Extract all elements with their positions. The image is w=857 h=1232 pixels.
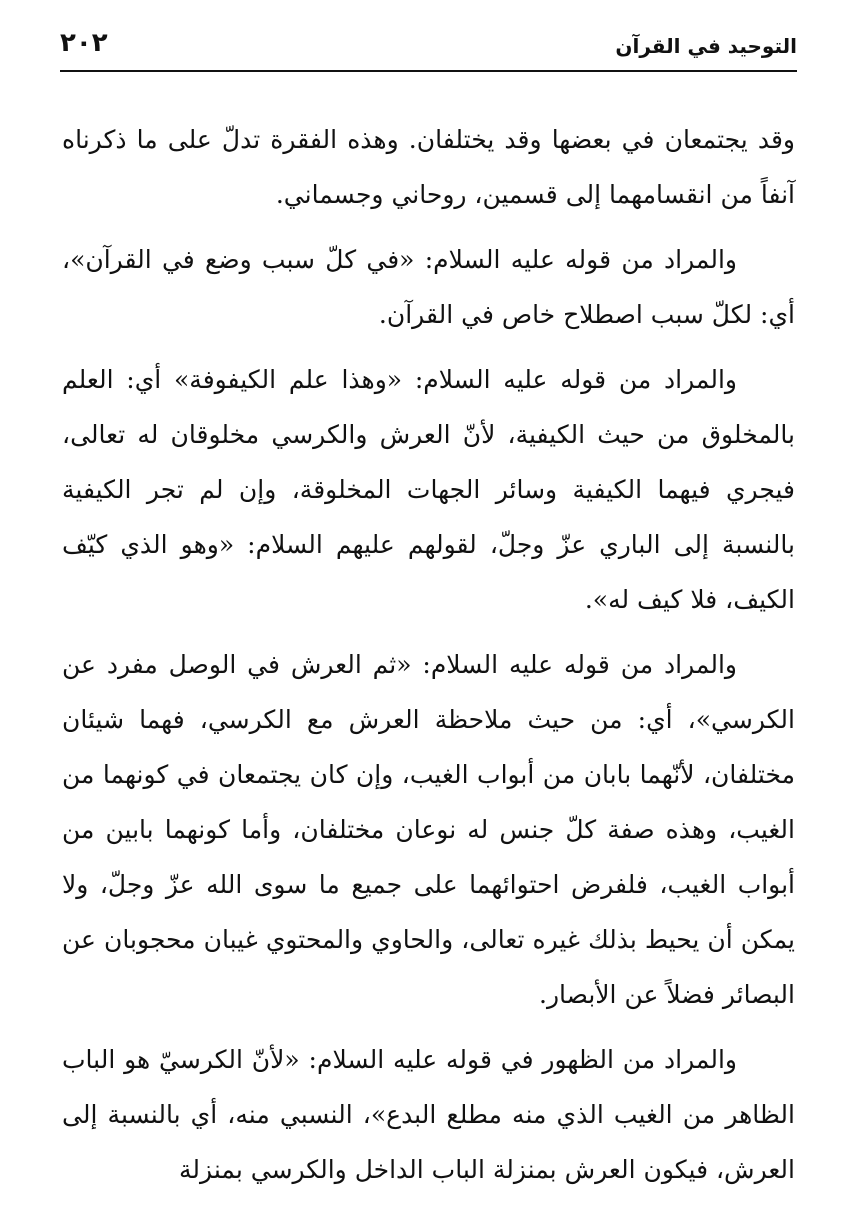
paragraph: والمراد من الظهور في قوله عليه السلام: «لأنّ الكرسيّ هو الباب الظاهر من الغيب الذي منه مطلع البدع»، النسبي منه، أي بالنسبة إلى العرش، فيكون العرش بمنزلة الباب الداخل والكرسي بمنزلة [62, 1045, 795, 1184]
paragraph: والمراد من قوله عليه السلام: «ثم العرش في الوصل مفرد عن الكرسي»، أي: من حيث ملاحظة العرش مع الكرسي، فهما شيئان مختلفان، لأنّهما بابان من أبواب الغيب، وإن كان يجتمعان في كونهما من الغيب، وهذه صفة كلّ جنس له نوعان مختلفان، وأما كونهما بابين من أبواب الغيب، فلفرض احتوائهما على جميع ما سوى الله عزّ وجلّ، ولا يمكن أن يحيط بذلك غيره تعالى، والحاوي والمحتوي غيبان محجوبان عن البصائر فضلاً عن الأبصار. [62, 650, 795, 1009]
paragraph: والمراد من قوله عليه السلام: «في كلّ سبب وضع في القرآن»، أي: لكلّ سبب اصطلاح خاص في القرآن. [62, 245, 795, 329]
running-title: التوحيد في القرآن [615, 34, 797, 58]
page-number: ٢٠٢ [60, 28, 108, 58]
paragraph: وقد يجتمعان في بعضها وقد يختلفان. وهذه الفقرة تدلّ على ما ذكرناه آنفاً من انقسامهما إلى قسمين، روحاني وجسماني. [62, 125, 795, 209]
header-rule [60, 70, 797, 72]
page-header [60, 28, 797, 68]
paragraph: والمراد من قوله عليه السلام: «وهذا علم الكيفوفة» أي: العلم بالمخلوق من حيث الكيفية، لأنّ العرش والكرسي مخلوقان له تعالى، فيجري فيهما الكيفية وسائر الجهات المخلوقة، وإن لم تجر الكيفية بالنسبة إلى الباري عزّ وجلّ، لقولهم عليهم السلام: «وهو الذي كيّف الكيف، فلا كيف له». [62, 365, 795, 614]
page-body [62, 112, 795, 1207]
